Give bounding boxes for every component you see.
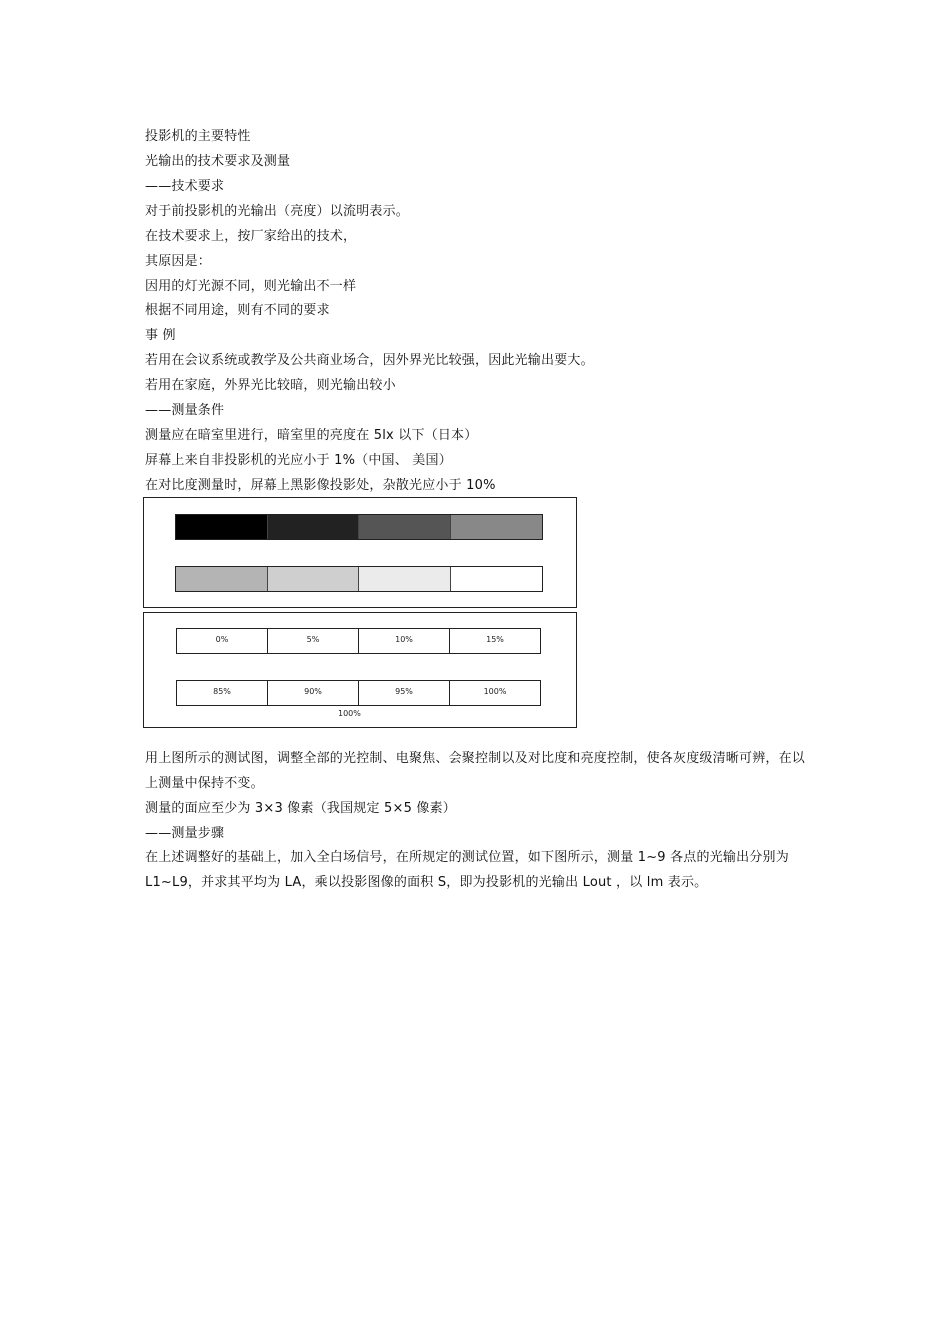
- text-line: 在技术要求上，按厂家给出的技术，: [145, 229, 357, 244]
- text-line: 测量的面应至少为 3×3 像素（我国规定 5×5 像素）: [145, 801, 456, 816]
- body-paragraph: 在上述调整好的基础上，加入全白场信号，在所规定的测试位置，如下图所示，测量 1~9 各点的光输出分别为 L1~L9，并求其平均为 LA，乘以投影图像的面积 S，即为投影机的光输出 Lout ，以 lm 表示。: [145, 850, 789, 890]
- body-paragraph: 用上图所示的测试图，调整全部的光控制、电聚焦、会聚控制以及对比度和亮度控制，使各灰度级清晰可辨，在以上测量中保持不变。: [145, 751, 806, 791]
- percent-label: 95%: [358, 680, 450, 706]
- text-line: 若用在家庭，外界光比较暗，则光输出较小: [145, 378, 396, 393]
- label-row-low: [176, 628, 544, 654]
- gray-swatch: [359, 567, 451, 591]
- text-line: 根据不同用途，则有不同的要求: [145, 303, 330, 318]
- grayscale-test-chart: [143, 497, 577, 608]
- subsection-heading: ——技术要求: [145, 179, 225, 194]
- grayscale-row-dark: [175, 514, 543, 540]
- percent-label: 90%: [267, 680, 359, 706]
- subsection-heading: ——测量步骤: [145, 826, 225, 841]
- text-line: 事 例: [145, 328, 176, 343]
- gray-swatch: [176, 567, 268, 591]
- percent-label: 85%: [176, 680, 268, 706]
- text-line: 屏幕上来自非投影机的光应小于 1%（中国、 美国）: [145, 453, 452, 468]
- text-line: 测量应在暗室里进行，暗室里的亮度在 5lx 以下（日本）: [145, 428, 478, 443]
- percent-label: 5%: [267, 628, 359, 654]
- section-heading: 光输出的技术要求及测量: [145, 154, 291, 169]
- text-line: 在对比度测量时，屏幕上黑影像投影处，杂散光应小于 10%: [145, 478, 496, 493]
- text-line: 因用的灯光源不同，则光输出不一样: [145, 279, 357, 294]
- doc-title: 投影机的主要特性: [145, 129, 251, 144]
- text-line: 其原因是：: [145, 254, 212, 269]
- gray-swatch: [451, 567, 543, 591]
- percentage-label-chart: [143, 612, 577, 728]
- percent-label: 15%: [449, 628, 541, 654]
- gray-swatch: [268, 515, 360, 539]
- label-row-high: [176, 680, 544, 706]
- percent-label: 10%: [358, 628, 450, 654]
- gray-swatch: [268, 567, 360, 591]
- percent-label: 0%: [176, 628, 268, 654]
- gray-swatch: [359, 515, 451, 539]
- text-line: 对于前投影机的光输出（亮度）以流明表示。: [145, 204, 410, 219]
- percent-label: 100%: [449, 680, 541, 706]
- grayscale-row-light: [175, 566, 543, 592]
- gray-swatch: [451, 515, 543, 539]
- figure-caption: 100%: [338, 709, 361, 718]
- text-line: 若用在会议系统或教学及公共商业场合，因外界光比较强，因此光输出要大。: [145, 353, 594, 368]
- subsection-heading: ——测量条件: [145, 403, 225, 418]
- gray-swatch: [176, 515, 268, 539]
